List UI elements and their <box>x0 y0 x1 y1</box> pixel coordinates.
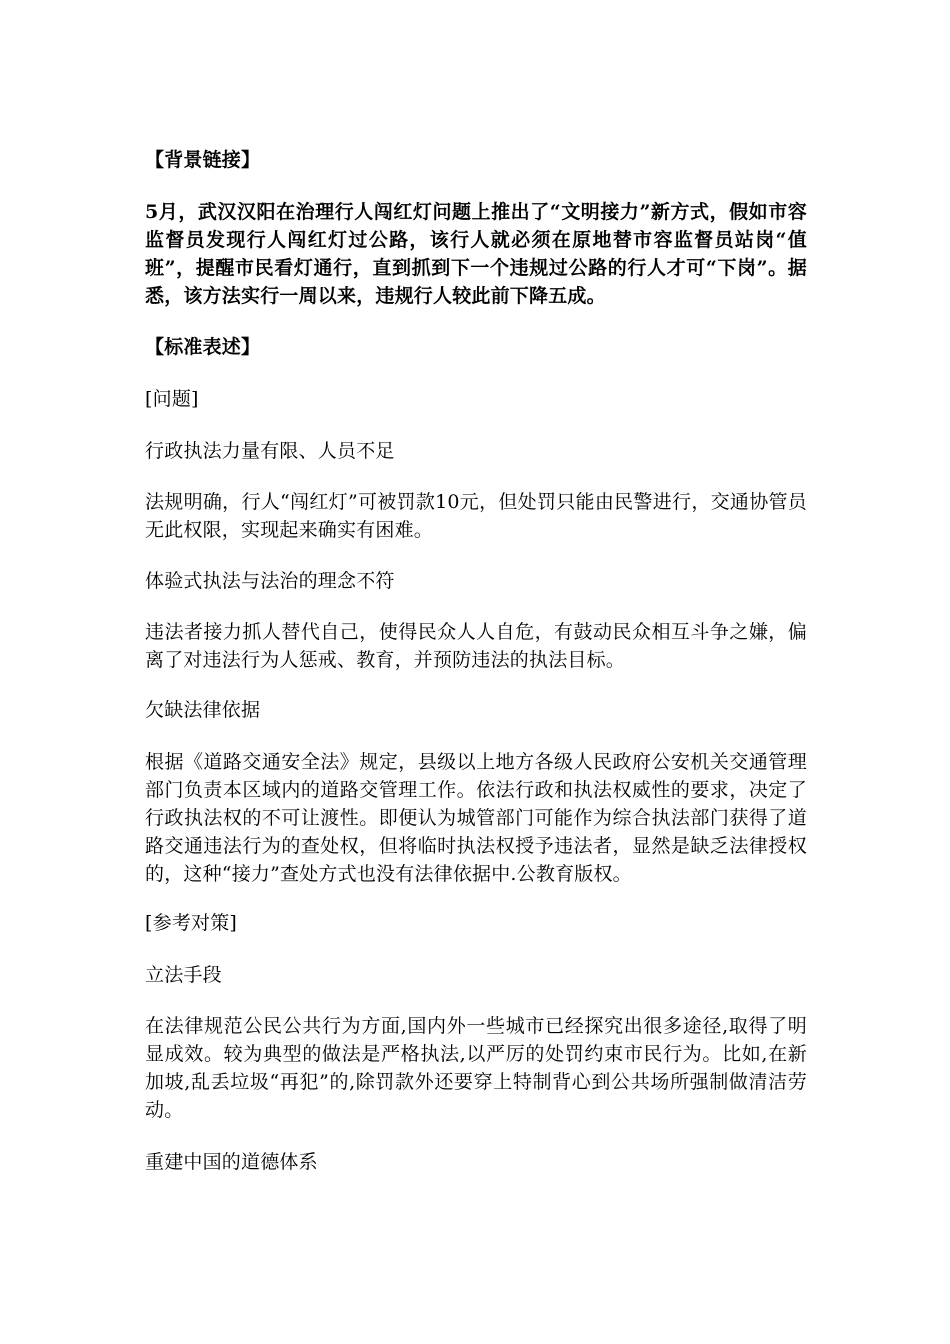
standard-heading: 【标准表述】 <box>145 336 261 358</box>
problem-label: [问题] <box>145 388 199 410</box>
background-heading: 【背景链接】 <box>145 149 261 171</box>
solution-2-title: 重建中国的道德体系 <box>145 1151 318 1173</box>
background-paragraph: 5月，武汉汉阳在治理行人闯红灯问题上推出了“文明接力”新方式，假如市容监督员发现行人闯红灯过公路，该行人就必须在原地替市容监督员站岗“值班”，提醒市民看灯通行，直到抓到下一个违规过公路的行人才可“下岗”。据悉，该方法实行一周以来，违规行人较此前下降五成。 <box>145 201 807 307</box>
problem-3-paragraph: 根据《道路交通安全法》规定，县级以上地方各级人民政府公安机关交通管理部门负责本区域内的道路交管理工作。依法行政和执法权威性的要求，决定了行政执法权的不可让渡性。即便认为城管部门可能作为综合执法部门获得了道路交通违法行为的查处权，但将临时执法权授予违法者，显然是缺乏法律授权的，这种“接力”查处方式也没有法律依据中.公教育版权。 <box>145 751 807 885</box>
problem-2-paragraph: 违法者接力抓人替代自己，使得民众人人自危，有鼓动民众相互斗争之嫌，偏离了对违法行为人惩戒、教育，并预防违法的执法目标。 <box>145 621 807 671</box>
solution-label: [参考对策] <box>145 912 238 934</box>
problem-1-paragraph: 法规明确，行人“闯红灯”可被罚款10元，但处罚只能由民警进行，交通协管员无此权限，实现起来确实有困难。 <box>145 491 807 541</box>
solution-1-paragraph: 在法律规范公民公共行为方面,国内外一些城市已经探究出很多途径,取得了明显成效。较为典型的做法是严格执法,以严厉的处罚约束市民行为。比如,在新加坡,乱丢垃圾“再犯”的,除罚款外还要穿上特制背心到公共场所强制做清洁劳动。 <box>145 1015 807 1121</box>
problem-1-title: 行政执法力量有限、人员不足 <box>145 440 395 462</box>
problem-2-title: 体验式执法与法治的理念不符 <box>145 570 395 592</box>
problem-3-title: 欠缺法律依据 <box>145 699 261 721</box>
solution-1-title: 立法手段 <box>145 964 222 986</box>
